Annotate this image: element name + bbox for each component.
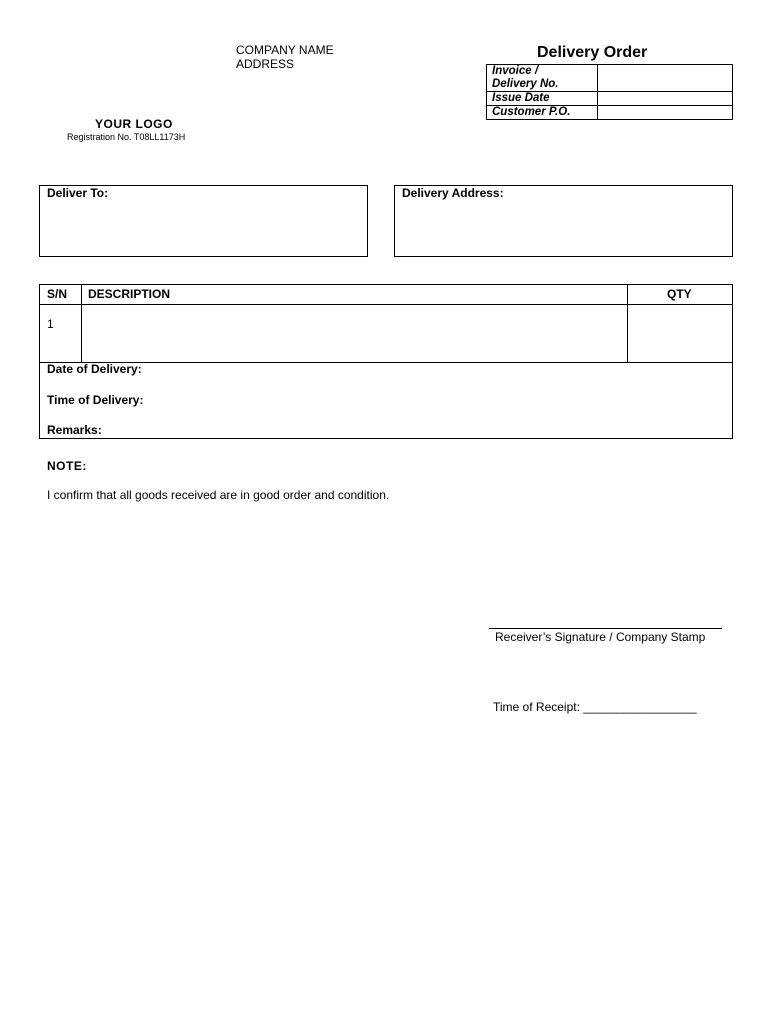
customer-po-value[interactable] — [598, 106, 733, 120]
delivery-address-label: Delivery Address: — [402, 186, 504, 200]
header-sn: S/N — [47, 287, 68, 301]
time-of-receipt: Time of Receipt: _________________ — [493, 700, 697, 714]
delivery-address-box[interactable] — [394, 185, 733, 257]
note-label: NOTE: — [47, 459, 87, 473]
items-divider — [40, 362, 732, 363]
header-qty: QTY — [667, 287, 692, 301]
company-name: COMPANY NAME — [236, 43, 334, 57]
deliver-to-label: Deliver To: — [47, 186, 109, 200]
company-address: ADDRESS — [236, 57, 295, 71]
info-row-invoice — [487, 65, 733, 92]
confirmation-text: I confirm that all goods received are in good order and condition. — [47, 488, 390, 502]
date-of-delivery-label: Date of Delivery: — [47, 362, 142, 376]
column-divider — [627, 285, 628, 362]
issue-date-label: Issue Date — [487, 92, 598, 106]
header-description: DESCRIPTION — [88, 287, 171, 301]
header-divider — [40, 304, 732, 305]
row-description[interactable] — [88, 317, 618, 357]
invoice-label — [487, 65, 598, 92]
invoice-value[interactable] — [598, 65, 733, 92]
items-table — [39, 284, 733, 439]
order-info-table — [486, 64, 733, 120]
row-sn: 1 — [47, 317, 54, 331]
column-divider — [81, 285, 82, 362]
signature-line[interactable] — [489, 628, 722, 629]
invoice-label-line2: Delivery No. — [492, 78, 559, 90]
registration-number: Registration No. T08LL1173H — [67, 132, 186, 142]
company-logo: YOUR LOGO — [95, 117, 173, 131]
info-row-issue-date — [487, 92, 733, 106]
document-title: Delivery Order — [537, 44, 648, 61]
remarks-label: Remarks: — [47, 423, 102, 437]
issue-date-value[interactable] — [598, 92, 733, 106]
info-row-customer-po — [487, 106, 733, 120]
row-qty[interactable] — [635, 317, 725, 357]
customer-po-label: Customer P.O. — [487, 106, 598, 120]
invoice-label-line1: Invoice / — [492, 65, 539, 77]
time-of-delivery-label: Time of Delivery: — [47, 393, 144, 407]
signature-label: Receiver’s Signature / Company Stamp — [495, 630, 706, 644]
deliver-to-box[interactable] — [39, 185, 368, 257]
